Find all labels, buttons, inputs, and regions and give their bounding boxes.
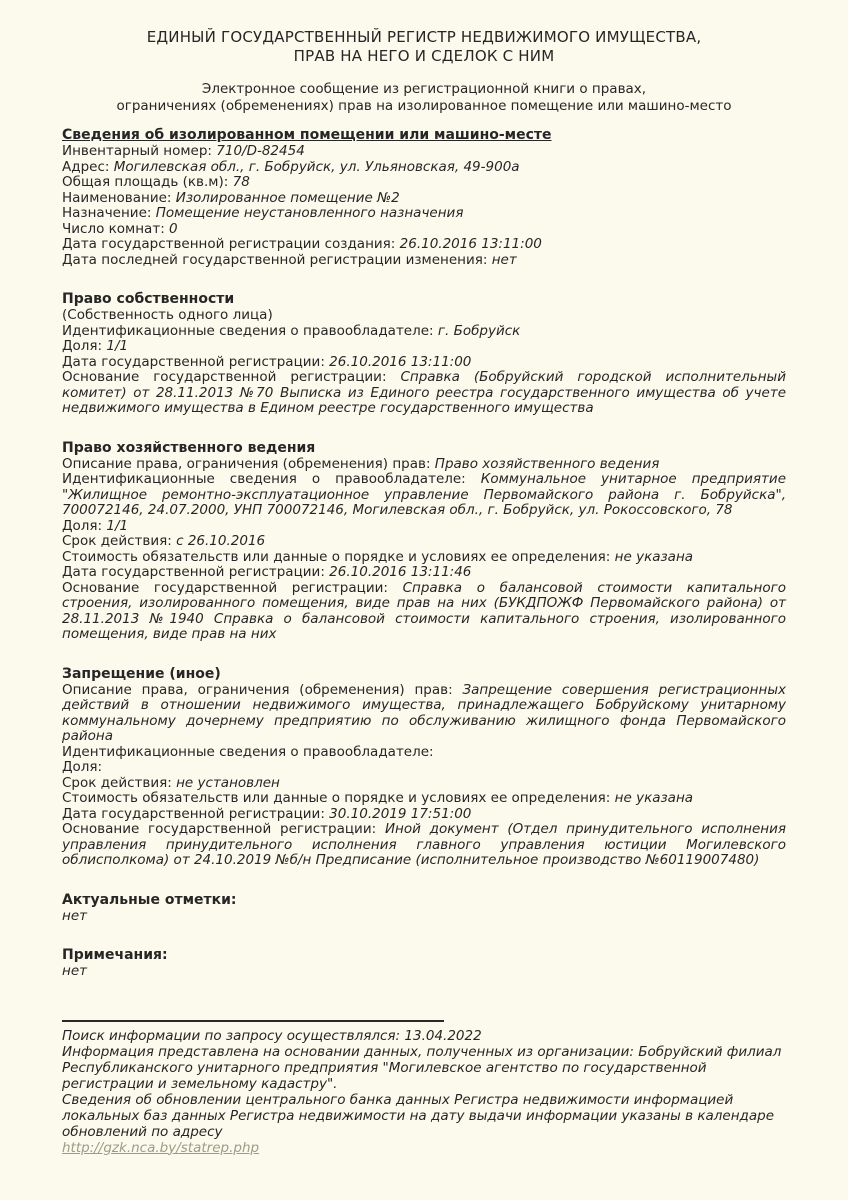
field-value: Справка о балансовой стоимости капитального строения, изолированного помещения, виде прав на них (БУКДПОЖФ Первомайского района) от 28.11.2013 №1940 Справка о балансовой стоимости капитального строения, изолированного помещения, виде прав на них (62, 579, 786, 642)
field-label: Срок действия: (62, 774, 172, 791)
notes-value: нет (62, 963, 87, 979)
field-row (62, 565, 786, 581)
field-row (62, 355, 786, 371)
subtitle-line-2: ограничениях (обременениях) прав на изолированное помещение или машино-место (116, 97, 732, 114)
field-row (62, 339, 786, 355)
field-label: Описание права, ограничения (обременения) прав: (62, 455, 431, 472)
field-row (62, 457, 786, 473)
field-label: Доля: (62, 517, 103, 534)
field-value: не указана (614, 548, 694, 565)
field-label: Идентификационные сведения о правообладателе: (62, 743, 434, 760)
field-label: Описание права, ограничения (обременения) прав: (62, 681, 453, 698)
field-value: г. Бобруйск (437, 322, 521, 339)
field-row (62, 791, 786, 807)
field-row (62, 222, 786, 238)
field-label: Доля: (62, 338, 103, 354)
field-value: 26.10.2016 13:11:46 (329, 564, 472, 580)
field-value: 1/1 (106, 517, 129, 534)
field-label: Стоимость обязательств или данные о порядке и условиях ее определения: (62, 790, 611, 806)
field-label: Общая площадь (кв.м): (62, 174, 229, 190)
field-row (62, 760, 786, 776)
field-row (62, 822, 786, 869)
field-value: 0 (169, 220, 178, 237)
page-title (62, 28, 786, 66)
field-value: 1/1 (106, 338, 129, 354)
field-label: Инвентарный номер: (62, 143, 212, 159)
section-notes (62, 947, 786, 980)
field-label: Доля: (62, 759, 103, 775)
field-label: Идентификационные сведения о правообладателе: (62, 471, 466, 487)
field-value: с 26.10.2016 (176, 533, 266, 549)
footer-update-line: Сведения об обновлении центрального банка данных Регистра недвижимости информацией локальных баз данных Регистра недвижимости на дату выдачи информации указаны в календаре обновлений по адресу (62, 1091, 775, 1140)
field-value: Коммунальное унитарное предприятие "Жилищное ремонтно-эксплуатационное управление Первомайского района г. Бобруйска", 700072146, 24.07.2000, УНП 700072146, Могилевская обл., г. Бобруйск, ул. Рокоссовского, 78 (62, 471, 786, 518)
field-label: Дата государственной регистрации создания: (62, 236, 396, 252)
divider-line (62, 1020, 444, 1022)
section-property-info (62, 127, 786, 268)
field-row (62, 745, 786, 761)
field-value: 710/D-82454 (216, 143, 305, 159)
section-heading: Право собственности (62, 291, 235, 307)
field-row (62, 683, 786, 745)
field-row (62, 206, 786, 222)
field-label: Дата последней государственной регистрации изменения: (62, 251, 488, 268)
field-row (62, 370, 786, 417)
section-economic-management (62, 440, 786, 643)
section-heading: Актуальные отметки: (62, 891, 237, 908)
footer-search-line: Поиск информации по запросу осуществлялся: 13.04.2022 (62, 1027, 482, 1044)
field-row (62, 581, 786, 643)
field-label: Идентификационные сведения о правообладателе: (62, 322, 434, 339)
section-subheading: (Собственность одного лица) (62, 307, 273, 323)
section-heading: Запрещение (иное) (62, 665, 221, 682)
field-value: 26.10.2016 13:11:00 (399, 236, 542, 252)
section-ownership (62, 291, 786, 417)
field-label: Срок действия: (62, 533, 172, 549)
page-subtitle (62, 81, 786, 114)
title-line-1: ЕДИНЫЙ ГОСУДАРСТВЕННЫЙ РЕГИСТР НЕДВИЖИМОГО ИМУЩЕСТВА, (146, 28, 702, 46)
subtitle-line-1: Электронное сообщение из регистрационной книги о правах, (201, 81, 647, 97)
field-label: Наименование: (62, 189, 172, 206)
field-label: Дата государственной регистрации: (62, 805, 325, 822)
field-row (62, 519, 786, 535)
field-row (62, 472, 786, 519)
field-row (62, 160, 786, 176)
field-label: Число комнат: (62, 220, 165, 237)
section-heading: Сведения об изолированном помещении или машино-месте (62, 127, 552, 143)
field-value: 78 (232, 174, 250, 190)
field-label: Стоимость обязательств или данные о порядке и условиях ее определения: (62, 548, 611, 565)
field-row (62, 807, 786, 823)
section-heading: Примечания: (62, 947, 168, 963)
field-label: Основание государственной регистрации: (62, 369, 387, 385)
field-value: Помещение неустановленного назначения (155, 205, 464, 221)
field-value: нет (491, 251, 517, 268)
field-row (62, 550, 786, 566)
field-value: 30.10.2019 17:51:00 (329, 805, 472, 822)
field-value: Иной документ (Отдел принудительного исполнения управления принудительного исполнения главного управления юстиции Могилевского облисполкома) от 24.10.2019 №б/н Предписание (исполнительное производство №60119007480) (62, 821, 786, 868)
title-line-2: ПРАВ НА НЕГО И СДЕЛОК С НИМ (293, 47, 555, 65)
section-prohibition (62, 666, 786, 869)
field-value: не установлен (176, 774, 280, 791)
field-value: Справка (Бобруйский городской исполнительный комитет) от 28.11.2013 №70 Выписка из Единого реестра государственного имущества об учете недвижимого имущества в Едином реестре государственного имущества (62, 369, 786, 416)
field-value: 26.10.2016 13:11:00 (329, 353, 472, 370)
field-value: Право хозяйственного ведения (434, 455, 660, 472)
marks-value: нет (62, 907, 87, 924)
field-label: Назначение: (62, 205, 152, 221)
field-row (62, 534, 786, 550)
field-label: Основание государственной регистрации: (62, 579, 388, 596)
field-label: Дата государственной регистрации: (62, 564, 325, 580)
field-value: Запрещение совершения регистрационных действий в отношении недвижимого имущества, принадлежащего Бобруйскому унитарному коммунальному дочернему предприятию по обслуживанию жилищного фонда Первомайского района (62, 681, 786, 744)
field-value: Могилевская обл., г. Бобруйск, ул. Ульяновская, 49-900а (113, 158, 520, 175)
statrep-link[interactable]: http://gzk.nca.by/statrep.php (62, 1139, 260, 1156)
field-row (62, 253, 786, 269)
footer (62, 1020, 786, 1156)
field-row (62, 324, 786, 340)
field-row (62, 237, 786, 253)
field-label: Основание государственной регистрации: (62, 821, 377, 837)
footer-link-line (62, 1140, 786, 1156)
field-row (62, 175, 786, 191)
section-heading: Право хозяйственного ведения (62, 439, 316, 456)
field-label: Адрес: (62, 158, 110, 175)
field-value: не указана (614, 790, 694, 806)
field-value: Изолированное помещение №2 (175, 189, 400, 206)
section-actual-marks (62, 892, 786, 925)
field-label: Дата государственной регистрации: (62, 353, 325, 370)
field-row (62, 191, 786, 207)
footer-source-line: Информация представлена на основании данных, полученных из организации: Бобруйский филиал Республиканского унитарного предприятия "Могилевское агентство по государственной регистрации и земельному кадастру". (62, 1043, 782, 1092)
field-row (62, 144, 786, 160)
field-row (62, 776, 786, 792)
